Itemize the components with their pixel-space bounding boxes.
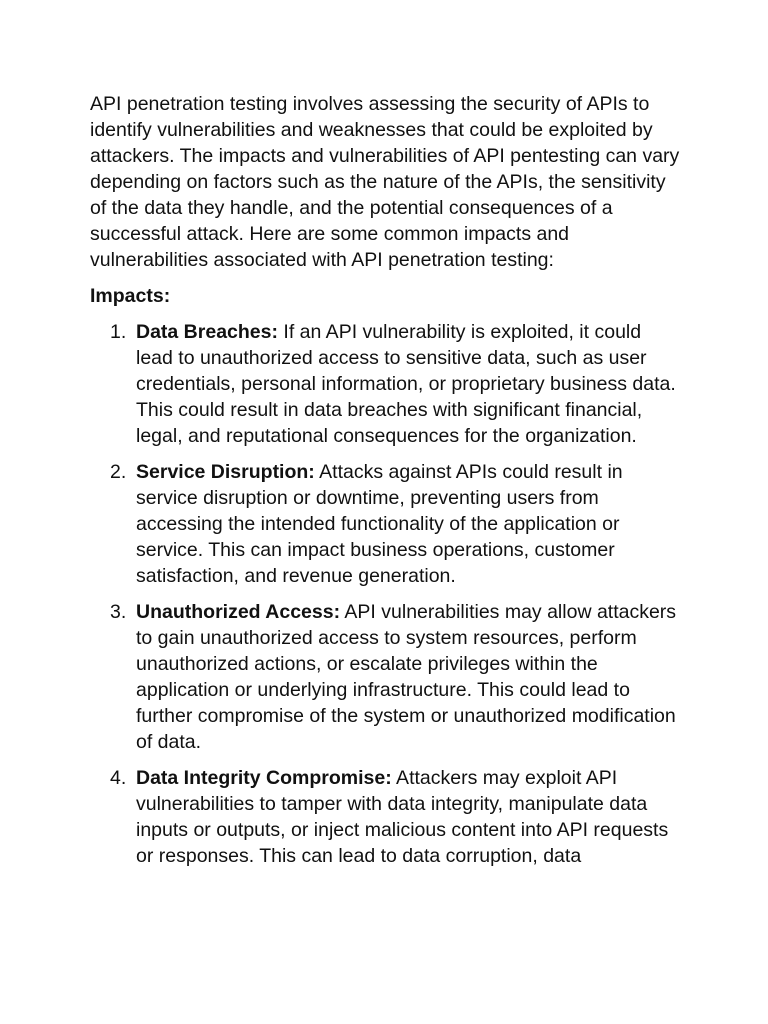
document-page [90, 91, 682, 879]
list-item-term: Data Integrity Compromise: [136, 767, 392, 789]
list-item-number: 1. [110, 321, 127, 343]
list-item-number: 3. [110, 601, 127, 623]
list-item-text: Attackers may exploit API vulnerabilities to tamper with data integrity, manipulate data inputs or outputs, or inject malicious content into API requests or responses. This can lead to data corruption, data [136, 767, 669, 867]
list-item-text: API vulnerabilities may allow attackers to gain unauthorized access to system resources, perform unauthorized actions, or escalate privileges within the application or underlying infrastructure. This could lead to further compromise of the system or unauthorized modification of data. [136, 601, 677, 753]
impacts-heading: Impacts: [90, 285, 171, 307]
list-item-text: If an API vulnerability is exploited, it could lead to unauthorized access to sensitive data, such as user credentials, personal information, or proprietary business data. This could result in data breaches with significant financial, legal, and reputational consequences for the organization. [136, 321, 676, 447]
list-item-term: Data Breaches: [136, 321, 278, 343]
list-item [90, 599, 682, 755]
impacts-list [90, 319, 682, 869]
list-item-number: 4. [110, 767, 127, 789]
list-item [90, 765, 682, 869]
list-item-term: Service Disruption: [136, 461, 315, 483]
list-item-number: 2. [110, 461, 127, 483]
list-item-text: Attacks against APIs could result in service disruption or downtime, preventing users from accessing the intended functionality of the application or service. This can impact business operations, customer satisfaction, and revenue generation. [136, 461, 623, 587]
list-item-term: Unauthorized Access: [136, 601, 341, 623]
list-item [90, 459, 682, 589]
list-item [90, 319, 682, 449]
intro-paragraph: API penetration testing involves assessing the security of APIs to identify vulnerabilities and weaknesses that could be exploited by attackers. The impacts and vulnerabilities of API pentesting can vary depending on factors such as the nature of the APIs, the sensitivity of the data they handle, and the potential consequences of a successful attack. Here are some common impacts and vulnerabilities associated with API penetration testing: [90, 93, 680, 271]
